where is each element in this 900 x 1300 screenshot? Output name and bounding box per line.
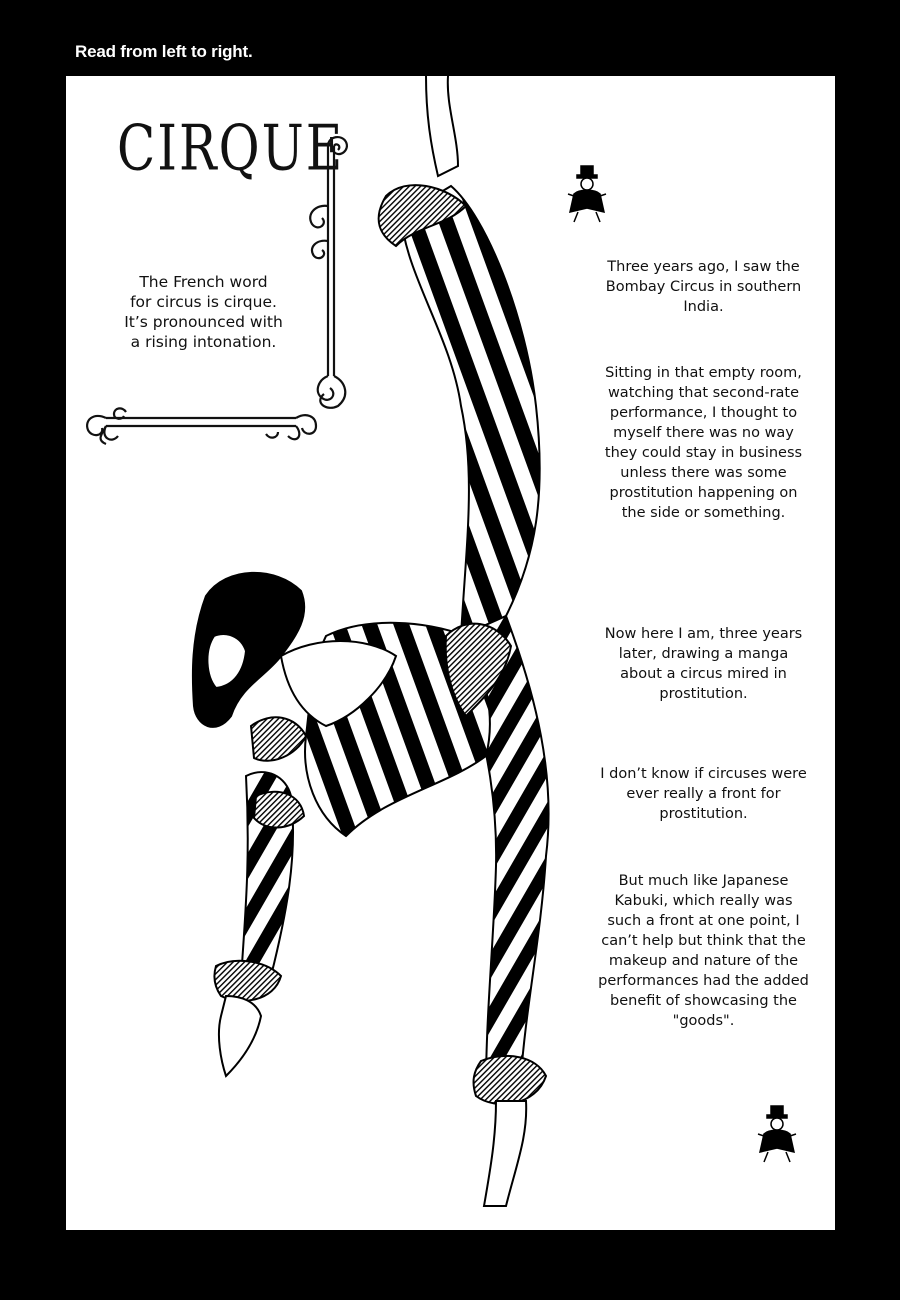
paragraph-drawing-manga: Now here I am, three years later, drawing a manga about a circus mired in prostitution. bbox=[604, 626, 803, 702]
top-hat-mascot-icon bbox=[754, 1104, 800, 1166]
manga-page bbox=[66, 76, 835, 1230]
paragraph-kabuki: But much like Japanese Kabuki, which really was such a front at one point, I can’t help but think that the makeup and nature of the performances had the added benefit of showcasing the "goods". bbox=[598, 873, 809, 1029]
note-line: It’s pronounced with bbox=[124, 313, 283, 331]
top-hat-mascot-icon bbox=[564, 164, 610, 226]
reading-direction-note: Read from left to right. bbox=[75, 42, 253, 61]
page-title: CIRQUE bbox=[117, 112, 345, 185]
paragraph-bombay-circus: Three years ago, I saw the Bombay Circus in southern India. bbox=[605, 259, 802, 315]
note-line: The French word bbox=[139, 273, 268, 291]
paragraph-second-rate-performance: Sitting in that empty room, watching that second-rate performance, I thought to myself there was no way they could stay in business unless there was some prostitution happening on the side or something. bbox=[604, 365, 803, 521]
paragraph-front-for-prostitution: I don’t know if circuses were ever really a front for prostitution. bbox=[600, 766, 807, 822]
note-line: a rising intonation. bbox=[130, 333, 277, 351]
note-line: for circus is cirque. bbox=[130, 293, 277, 311]
